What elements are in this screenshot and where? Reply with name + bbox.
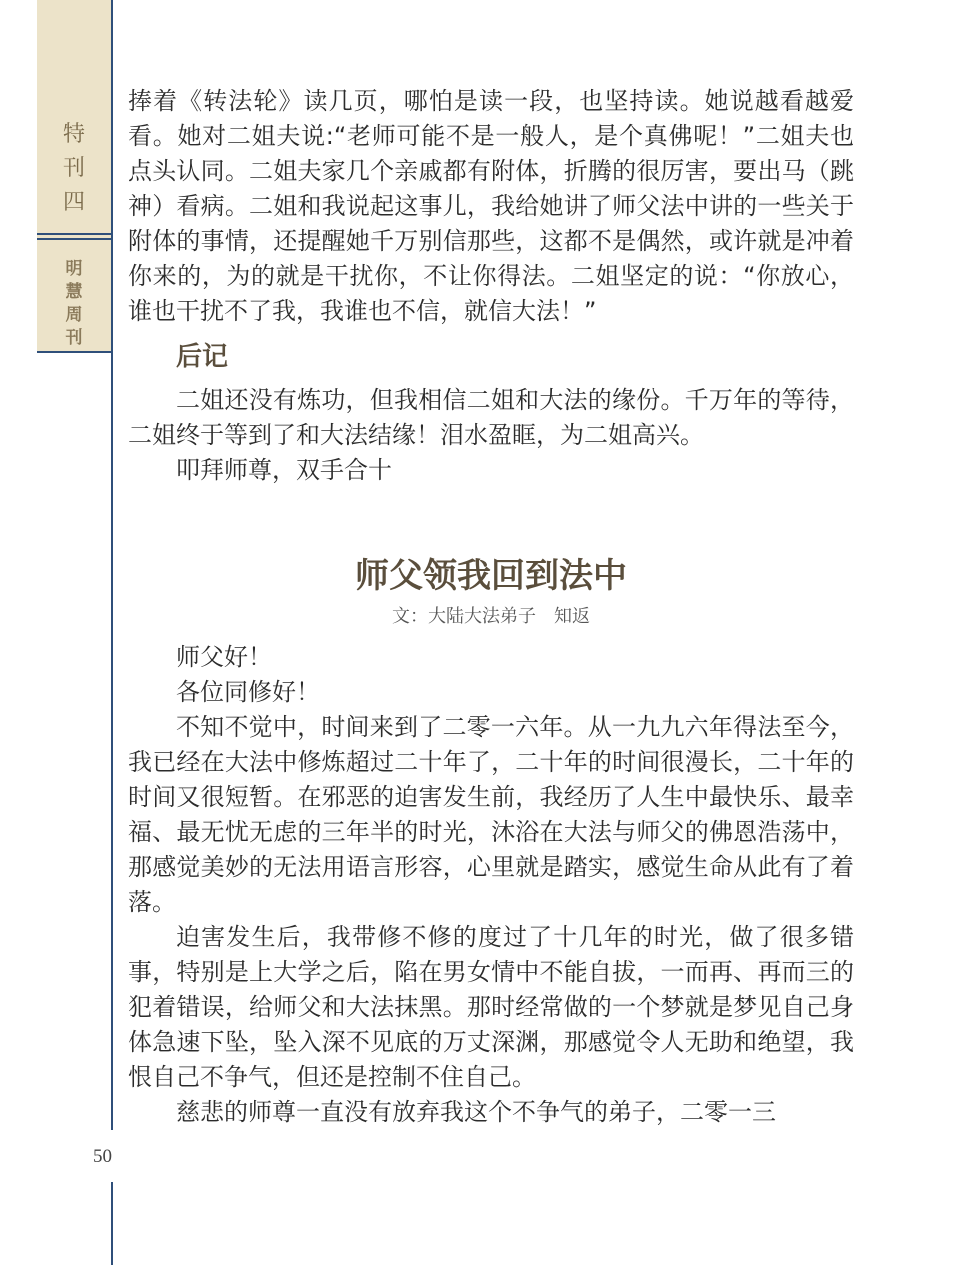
page-content xyxy=(128,84,854,1130)
body-paragraph: 叩拜师尊，双手合十 xyxy=(176,456,392,484)
issue-char: 四 xyxy=(62,190,85,215)
publication-char: 周 xyxy=(65,305,83,325)
body-paragraph: 师父好！ xyxy=(176,643,272,671)
body-paragraph: 迫害发生后，我带修不修的度过了十几年的时光，做了很多错事，特别是上大学之后，陷在男女情中不能自拔，一而再、再而三的犯着错误，给师父和大法抹黑。那时经常做的一个梦就是梦见自己身体急速下坠，坠入深不见底的万丈深渊，那感觉令人无助和绝望，我恨自己不争气，但还是控制不住自己。 xyxy=(128,923,854,1091)
body-paragraph: 不知不觉中，时间来到了二零一六年。从一九九六年得法至今，我已经在大法中修炼超过二十年了，二十年的时间很漫长，二十年的时间又很短暂。在邪恶的迫害发生前，我经历了人生中最快乐、最幸福、最无忧无虑的三年半的时光，沐浴在大法与师父的佛恩浩荡中，那感觉美妙的无法用语言形容，心里就是踏实，感觉生命从此有了着落。 xyxy=(128,713,854,916)
publication-char: 明 xyxy=(65,259,83,279)
sidebar-vertical-rule xyxy=(111,0,113,1265)
body-paragraph: 二姐还没有炼功，但我相信二姐和大法的缘份。千万年的等待，二姐终于等到了和大法结缘！泪水盈眶，为二姐高兴。 xyxy=(128,386,854,449)
body-paragraph: 慈悲的师尊一直没有放弃我这个不争气的弟子，二零一三 xyxy=(176,1098,776,1126)
epilogue-heading: 后记 xyxy=(176,342,229,372)
sidebar-divider-bottom xyxy=(37,238,113,240)
issue-char: 特 xyxy=(62,122,85,147)
sidebar-bottom-rule xyxy=(37,351,113,353)
article-byline: 文：大陆大法弟子 知返 xyxy=(392,606,590,627)
issue-char: 刊 xyxy=(62,156,85,181)
issue-label xyxy=(37,118,111,220)
publication-char: 慧 xyxy=(65,282,83,302)
body-paragraph: 各位同修好！ xyxy=(176,678,320,706)
sidebar-divider-top xyxy=(37,233,113,235)
body-paragraph: 捧着《转法轮》读几页，哪怕是读一段，也坚持读。她说越看越爱看。她对二姐夫说:“老师可能不是一般人，是个真佛呢！”二姐夫也点头认同。二姐夫家几个亲戚都有附体，折腾的很厉害，要出马（跳神）看病。二姐和我说起这事儿，我给她讲了师父法中讲的一些关于附体的事情，还提醒她千万别信那些，这都不是偶然，或许就是冲着你来的，为的就是干扰你，不让你得法。二姐坚定的说：“你放心，谁也干扰不了我，我谁也不信，就信大法！” xyxy=(128,87,854,325)
page-number: 50 xyxy=(93,1146,112,1167)
article-title: 师父领我回到法中 xyxy=(355,556,627,596)
publication-char: 刊 xyxy=(65,328,83,348)
publication-label xyxy=(37,258,111,350)
